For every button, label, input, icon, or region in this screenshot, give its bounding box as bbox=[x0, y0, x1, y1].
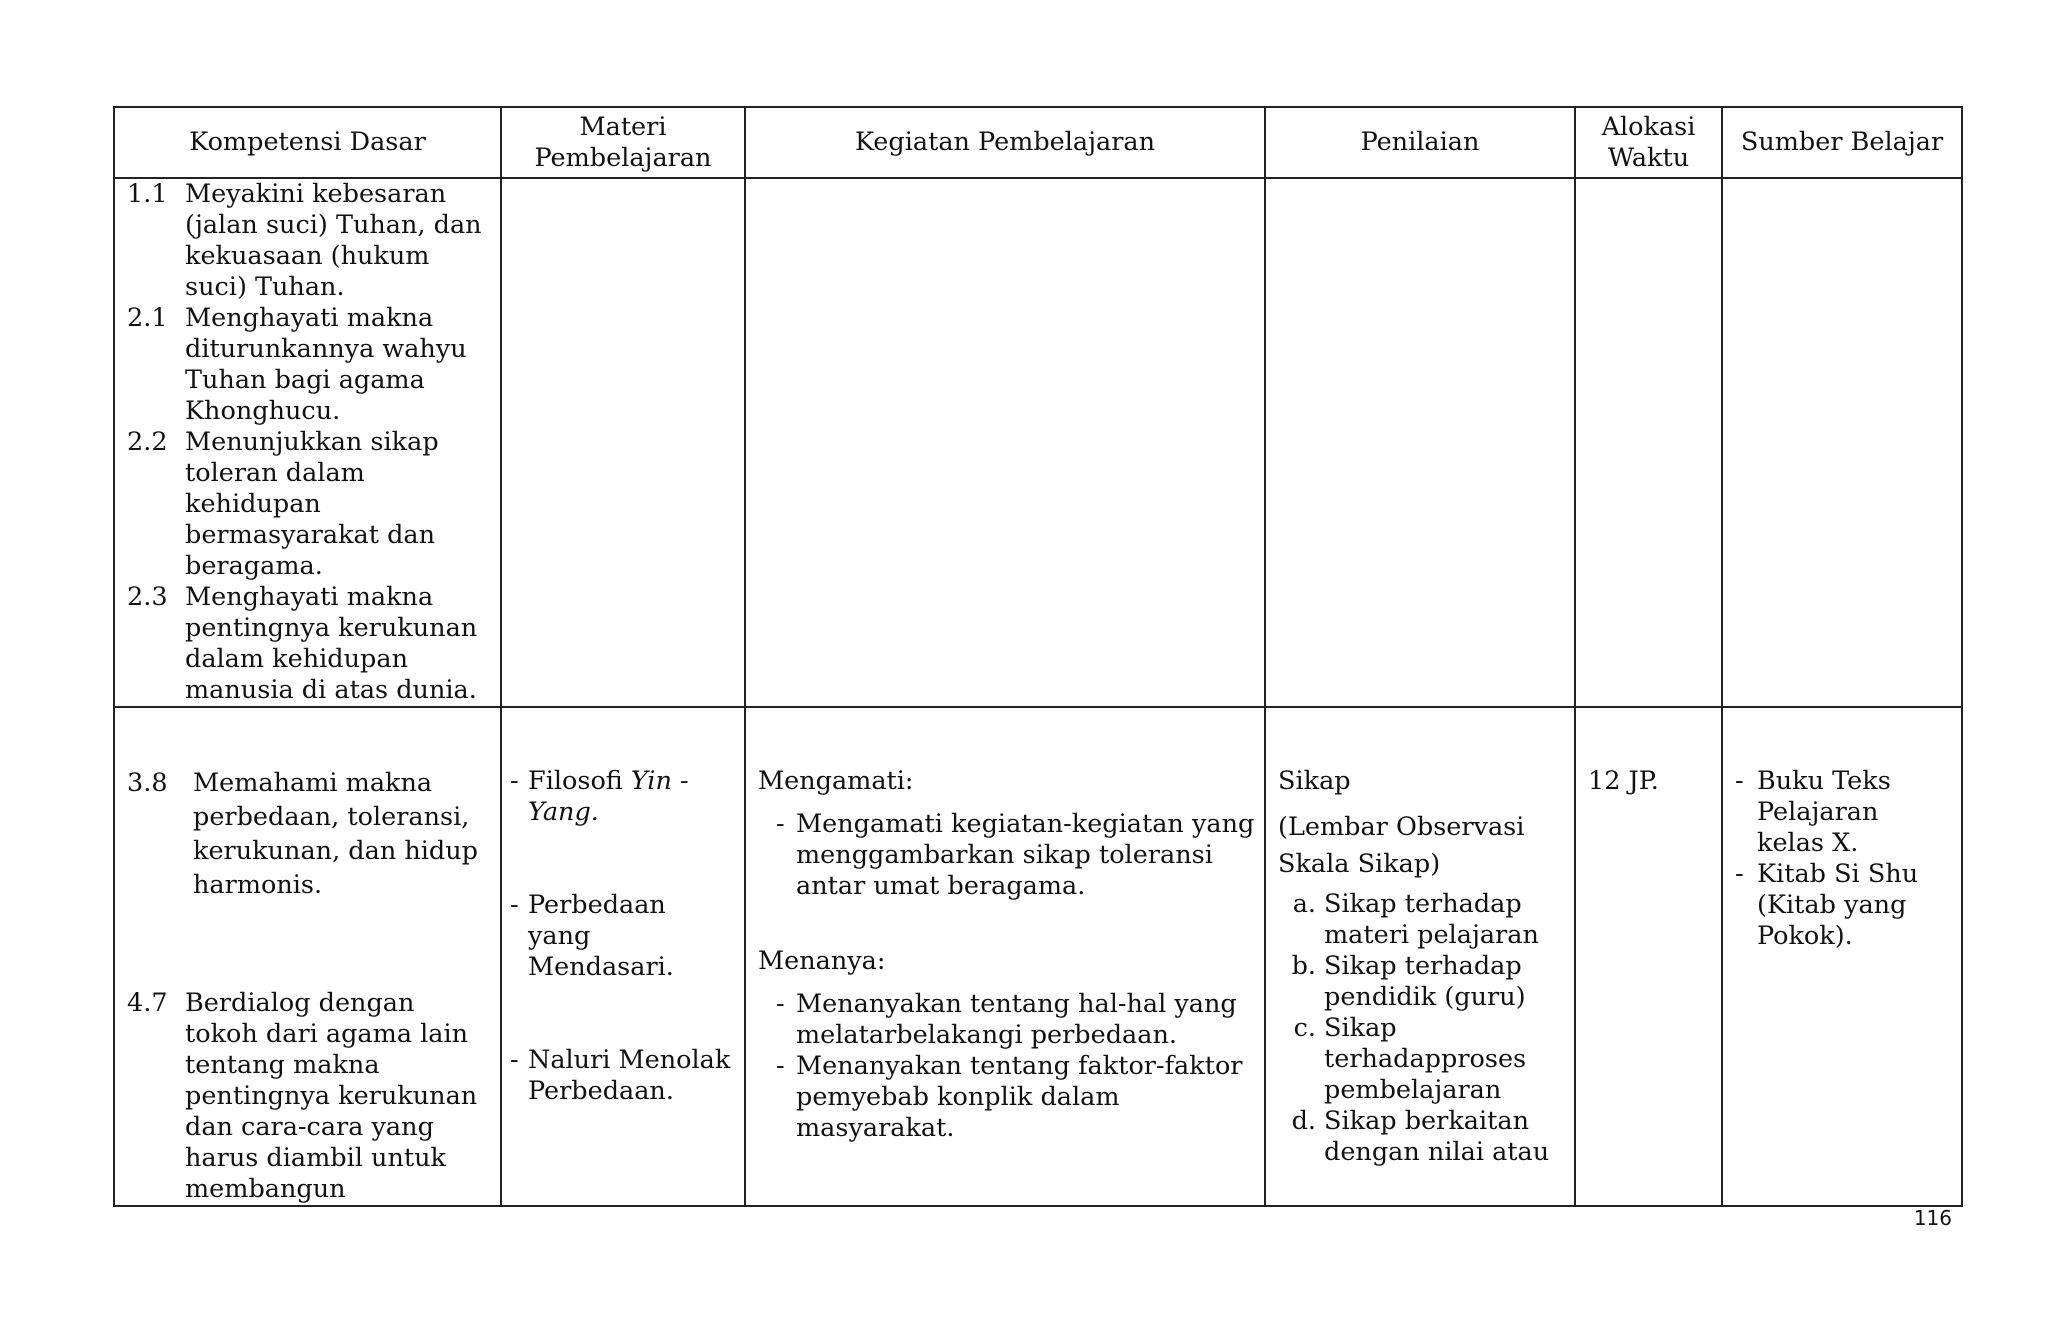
header-sumber: Sumber Belajar bbox=[1722, 107, 1962, 178]
penilaian-subtitle: (Lembar Observasi Skala Sikap) bbox=[1278, 812, 1525, 879]
materi-item: - Perbedaan yang Mendasari. bbox=[510, 890, 674, 982]
kd-cell bbox=[114, 178, 501, 707]
page-number: 116 bbox=[1913, 1206, 1952, 1230]
sumber-item: - Kitab Si Shu (Kitab yang Pokok). bbox=[1735, 859, 1919, 951]
penilaian-item: d. Sikap berkaitan dengan nilai atau bbox=[1291, 1106, 1550, 1167]
materi-item: - Filosofi Yin - Yang. bbox=[510, 766, 689, 827]
kd-item: 3.8 Memahami makna perbedaan, toleransi, kerukunan, dan hidup harmonis. bbox=[127, 768, 478, 900]
kegiatan-item: - Menanyakan tentang faktor-faktor pemyebab konplik dalam masyarakat. bbox=[776, 1051, 1243, 1143]
kegiatan-cell bbox=[745, 707, 1265, 1206]
syllabus-table bbox=[113, 106, 1963, 1207]
kd-cell bbox=[114, 707, 501, 1206]
kd-item: 2.3 Menghayati makna pentingnya kerukunan dalam kehidupan manusia di atas dunia. bbox=[127, 582, 478, 705]
penilaian-item: b. Sikap terhadap pendidik (guru) bbox=[1291, 951, 1526, 1012]
header-kompetensi: Kompetensi Dasar bbox=[114, 107, 501, 178]
empty-cell bbox=[1722, 178, 1962, 707]
kegiatan-item: - Mengamati kegiatan-kegiatan yang menggambarkan sikap toleransi antar umat beragama. bbox=[776, 809, 1255, 901]
materi-item: - Naluri Menolak Perbedaan. bbox=[510, 1045, 731, 1106]
table-row bbox=[114, 707, 1962, 1206]
materi-cell bbox=[501, 707, 745, 1206]
sumber-cell bbox=[1722, 707, 1962, 1206]
empty-cell bbox=[1265, 178, 1575, 707]
sumber-item: - Buku Teks Pelajaran kelas X. bbox=[1735, 766, 1891, 858]
header-penilaian: Penilaian bbox=[1265, 107, 1575, 178]
table-header-row bbox=[114, 107, 1962, 178]
header-kegiatan: Kegiatan Pembelajaran bbox=[745, 107, 1265, 178]
menanya-label: Menanya: bbox=[758, 946, 886, 976]
penilaian-title: Sikap bbox=[1278, 766, 1351, 796]
table-row bbox=[114, 178, 1962, 707]
kegiatan-item: - Menanyakan tentang hal-hal yang melatarbelakangi perbedaan. bbox=[776, 989, 1237, 1050]
penilaian-cell bbox=[1265, 707, 1575, 1206]
alokasi-value: 12 JP. bbox=[1588, 766, 1659, 796]
alokasi-cell bbox=[1575, 707, 1722, 1206]
empty-cell bbox=[501, 178, 745, 707]
penilaian-item: a. Sikap terhadap materi pelajaran bbox=[1292, 889, 1539, 950]
kd-item: 4.7 Berdialog dengan tokoh dari agama lain tentang makna pentingnya kerukunan dan cara-cara yang harus diambil untuk membangun bbox=[127, 988, 478, 1204]
header-materi: Materi Pembelajaran bbox=[501, 107, 745, 178]
kd-item: 2.1 Menghayati makna diturunkannya wahyu Tuhan bagi agama Khonghucu. bbox=[127, 303, 467, 426]
kd-item: 1.1 Meyakini kebesaran (jalan suci) Tuhan, dan kekuasaan (hukum suci) Tuhan. bbox=[127, 179, 482, 302]
mengamati-label: Mengamati: bbox=[758, 766, 914, 796]
header-alokasi: Alokasi Waktu bbox=[1575, 107, 1722, 178]
empty-cell bbox=[745, 178, 1265, 707]
kd-item: 2.2 Menunjukkan sikap toleran dalam kehidupan bermasyarakat dan beragama. bbox=[127, 427, 439, 581]
empty-cell bbox=[1575, 178, 1722, 707]
penilaian-item: c. Sikap terhadapproses pembelajaran bbox=[1293, 1013, 1527, 1105]
